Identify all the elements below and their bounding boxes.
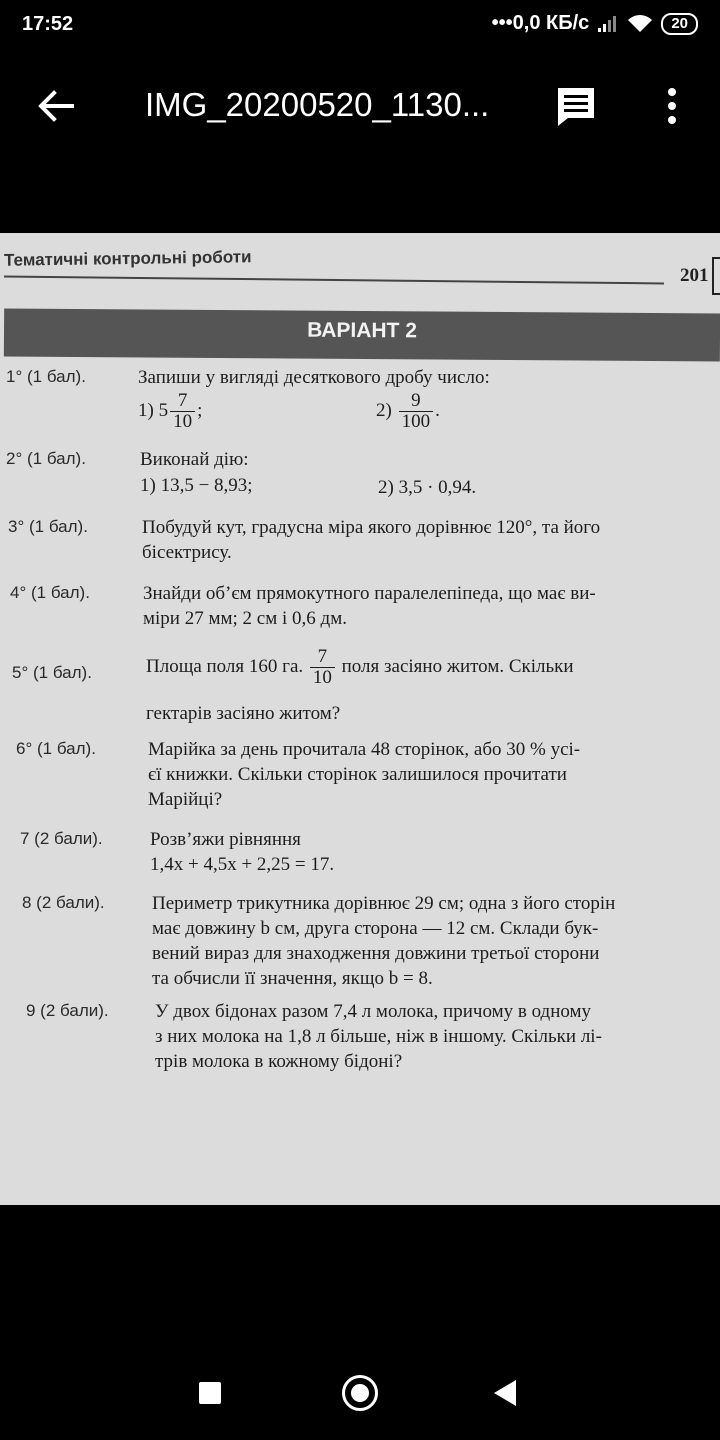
fraction-numerator: 7 [317,646,328,667]
problem-option-2 [376,391,440,432]
navigation-bar [0,1340,720,1440]
status-icons [492,12,698,35]
back-arrow-icon[interactable] [36,86,76,126]
problem-text: Виконай дію: [140,449,249,470]
problem-number: 9 (2 бали). [26,1001,109,1020]
problem-number: 6° (1 бал). [16,739,96,758]
problem-text-line: бісектрису. [142,542,232,563]
network-speed: •••0,0 КБ/с [491,12,590,34]
problem-text-line: має довжину b см, друга сторона — 12 см. Склади бук- [152,918,599,939]
wifi-icon [627,14,653,34]
problem-option-2: 2) 3,5 · 0,94. [378,477,477,498]
problem-text-line: Марійці? [148,789,223,810]
problem-number: 1° (1 бал). [6,367,86,386]
problem-text-line: Периметр трикутника дорівнює 29 см; одна з його сторін [152,893,616,914]
fraction [399,391,434,432]
problem-text-line: та обчисли її значення, якщо b = 8. [152,968,433,989]
problem-text-line: з них молока на 1,8 л більше, ніж в іншому. Скільки лі- [155,1026,602,1047]
variant-title: ВАРІАНТ 2 [307,318,418,343]
problem-equation: 1,4x + 4,5x + 2,25 = 17. [150,854,335,875]
fraction-denominator: 100 [399,411,434,432]
problem-text-line: Розв’яжи рівняння [150,829,301,850]
problem-text-line: трів молока в кожному бідоні? [155,1051,403,1072]
problem-number: 4° (1 бал). [10,583,90,602]
option-tail: ; [197,399,203,421]
page-number: 201 [680,265,709,286]
problem-text-line: Побудуй кут, градусна міра якого дорівнює 120°, та його [142,517,601,538]
signal-icon [597,15,619,33]
photo-viewer[interactable] [0,233,720,1205]
option-label: 2) [376,399,392,421]
fraction-denominator: 10 [310,667,335,688]
back-button[interactable] [494,1380,516,1406]
problem-option-1 [138,391,202,432]
problem-list [0,233,720,1205]
problem-number: 5° (1 бал). [12,663,92,682]
problem-text-line [146,647,574,688]
problem-number: 2° (1 бал). [6,449,86,468]
problem-text-line: міри 27 мм; 2 см і 0,6 дм. [143,608,347,629]
fraction-numerator: 7 [177,390,188,411]
app-bar [0,60,720,150]
home-button[interactable] [342,1375,378,1411]
problem-text: Запиши у вигляді десяткового дробу число: [138,367,490,388]
option-label: 1) 5 [138,399,169,421]
problem-text-line: вений вираз для знаходження довжини третьої сторони [152,943,600,964]
fraction-denominator: 10 [170,411,195,432]
battery-indicator: 20 [661,13,698,35]
option-tail: . [435,399,440,421]
status-bar [0,0,720,52]
problem-number: 7 (2 бали). [20,829,103,848]
problem-option-1: 1) 13,5 − 8,93; [140,475,253,496]
text-post: поля засіяно житом. Скільки [341,655,574,677]
status-time: 17:52 [22,13,74,35]
recents-button[interactable] [199,1382,221,1404]
page-header: Тематичні контрольні роботи [3,247,252,270]
fraction-numerator: 9 [411,390,421,411]
problem-text-line: Марійка за день прочитала 48 сторінок, або 30 % усі- [148,739,581,760]
fraction [310,647,335,688]
text-pre: Площа поля 160 га. [146,655,304,677]
problem-text-line: У двох бідонах разом 7,4 л молока, причому в одному [155,1001,592,1022]
problem-number: 3° (1 бал). [8,517,88,536]
more-options-icon[interactable] [660,84,684,128]
notes-icon[interactable] [554,84,598,128]
problem-text-line: гектарів засіяно житом? [146,703,341,724]
image-title: IMG_20200520_1130... [145,86,490,123]
problem-number: 8 (2 бали). [22,893,105,912]
problem-text-line: єї книжки. Скільки сторінок залишилося прочитати [148,764,567,785]
problem-text-line: Знайди об’єм прямокутного паралелепіпеда, що має ви- [143,583,596,604]
fraction [170,391,195,432]
